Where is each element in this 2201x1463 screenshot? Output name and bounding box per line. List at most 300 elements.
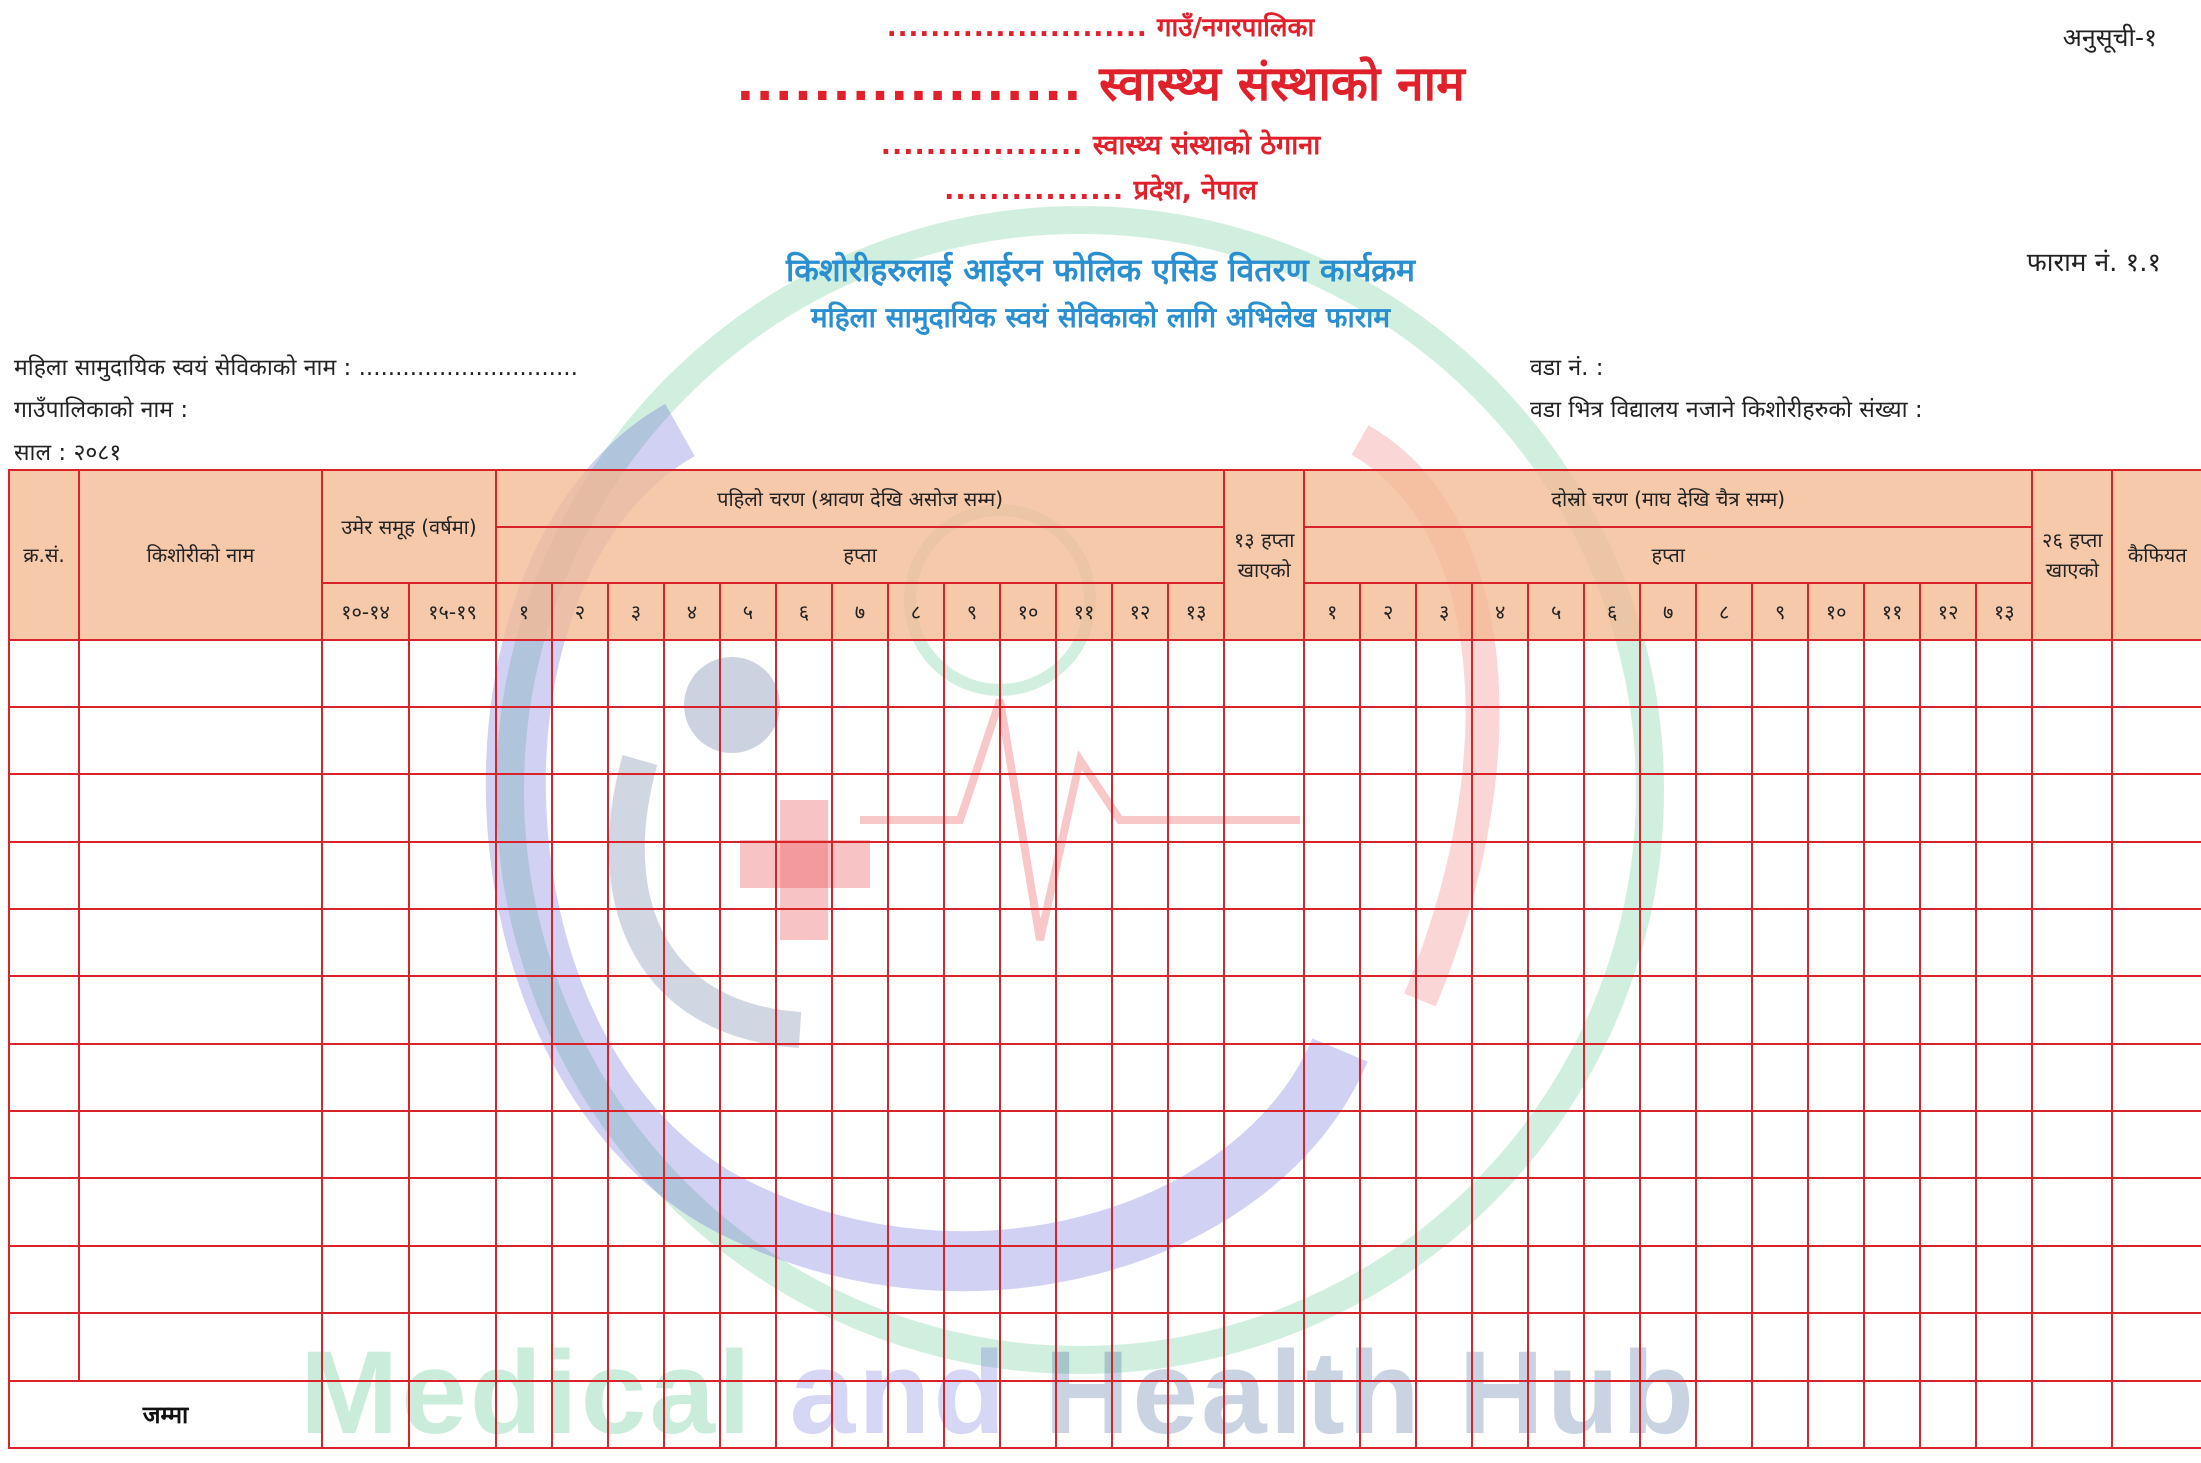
table-cell[interactable]: [944, 842, 1000, 909]
table-cell[interactable]: [832, 1111, 888, 1178]
table-cell[interactable]: [720, 707, 776, 774]
table-cell[interactable]: [409, 640, 496, 707]
table-cell[interactable]: [1864, 774, 1920, 841]
table-cell[interactable]: [1976, 640, 2032, 707]
table-cell[interactable]: [2112, 842, 2201, 909]
table-cell[interactable]: [1360, 707, 1416, 774]
table-cell[interactable]: [1640, 774, 1696, 841]
table-cell[interactable]: [1304, 1246, 1360, 1313]
total-cell[interactable]: [1168, 1381, 1224, 1448]
table-cell[interactable]: [1808, 640, 1864, 707]
table-cell[interactable]: [608, 842, 664, 909]
table-cell[interactable]: [1584, 707, 1640, 774]
table-cell[interactable]: [1696, 1111, 1752, 1178]
table-cell[interactable]: [1584, 1111, 1640, 1178]
table-cell[interactable]: [1112, 1313, 1168, 1380]
table-cell[interactable]: [1976, 707, 2032, 774]
table-cell[interactable]: [1056, 774, 1112, 841]
table-cell[interactable]: [776, 1313, 832, 1380]
table-cell[interactable]: [944, 1178, 1000, 1245]
total-cell[interactable]: [1056, 1381, 1112, 1448]
table-cell[interactable]: [2112, 1313, 2201, 1380]
table-cell[interactable]: [1976, 774, 2032, 841]
table-cell[interactable]: [1472, 842, 1528, 909]
table-cell[interactable]: [1920, 707, 1976, 774]
total-cell[interactable]: [1416, 1381, 1472, 1448]
table-cell[interactable]: [1000, 1111, 1056, 1178]
table-cell[interactable]: [1976, 1313, 2032, 1380]
table-cell[interactable]: [2032, 909, 2112, 976]
table-cell[interactable]: [944, 1246, 1000, 1313]
table-cell[interactable]: [1696, 707, 1752, 774]
table-cell[interactable]: [1752, 1111, 1808, 1178]
table-cell[interactable]: [1000, 1178, 1056, 1245]
total-cell[interactable]: [496, 1381, 552, 1448]
table-cell[interactable]: [944, 909, 1000, 976]
table-cell[interactable]: [1472, 774, 1528, 841]
table-cell[interactable]: [1000, 707, 1056, 774]
table-cell[interactable]: [552, 640, 608, 707]
table-cell[interactable]: [1752, 909, 1808, 976]
table-cell[interactable]: [1976, 1246, 2032, 1313]
table-cell[interactable]: [944, 976, 1000, 1043]
table-cell[interactable]: [1920, 1111, 1976, 1178]
table-cell[interactable]: [888, 976, 944, 1043]
table-cell[interactable]: [1416, 1313, 1472, 1380]
table-cell[interactable]: [1304, 707, 1360, 774]
table-cell[interactable]: [2032, 774, 2112, 841]
table-cell[interactable]: [1864, 1178, 1920, 1245]
table-cell[interactable]: [608, 1313, 664, 1380]
table-cell[interactable]: [1224, 1313, 1304, 1380]
table-cell[interactable]: [1696, 774, 1752, 841]
table-cell[interactable]: [888, 1111, 944, 1178]
table-cell[interactable]: [608, 774, 664, 841]
total-cell[interactable]: [1752, 1381, 1808, 1448]
table-cell[interactable]: [1864, 842, 1920, 909]
table-cell[interactable]: [1752, 976, 1808, 1043]
table-cell[interactable]: [496, 774, 552, 841]
total-cell[interactable]: [608, 1381, 664, 1448]
table-cell[interactable]: [1056, 707, 1112, 774]
table-cell[interactable]: [608, 707, 664, 774]
table-cell[interactable]: [1920, 774, 1976, 841]
total-cell[interactable]: [1584, 1381, 1640, 1448]
table-cell[interactable]: [888, 842, 944, 909]
table-cell[interactable]: [1696, 640, 1752, 707]
table-cell[interactable]: [888, 640, 944, 707]
table-cell[interactable]: [1976, 842, 2032, 909]
table-cell[interactable]: [2112, 976, 2201, 1043]
table-cell[interactable]: [2112, 1111, 2201, 1178]
table-cell[interactable]: [832, 707, 888, 774]
table-cell[interactable]: [1472, 909, 1528, 976]
table-cell[interactable]: [409, 1044, 496, 1111]
table-cell[interactable]: [832, 976, 888, 1043]
table-cell[interactable]: [1584, 1044, 1640, 1111]
table-cell[interactable]: [832, 1178, 888, 1245]
table-cell[interactable]: [664, 842, 720, 909]
ward-number-field[interactable]: वडा नं. :: [1530, 355, 1604, 381]
table-cell[interactable]: [944, 1111, 1000, 1178]
table-cell[interactable]: [1752, 1246, 1808, 1313]
table-cell[interactable]: [664, 1178, 720, 1245]
table-cell[interactable]: [1168, 842, 1224, 909]
table-cell[interactable]: [9, 707, 79, 774]
table-cell[interactable]: [1808, 707, 1864, 774]
table-cell[interactable]: [1056, 1178, 1112, 1245]
table-cell[interactable]: [1304, 640, 1360, 707]
table-cell[interactable]: [1112, 640, 1168, 707]
table-cell[interactable]: [1640, 1313, 1696, 1380]
table-cell[interactable]: [1640, 1111, 1696, 1178]
table-cell[interactable]: [552, 774, 608, 841]
table-cell[interactable]: [1416, 842, 1472, 909]
table-cell[interactable]: [720, 1246, 776, 1313]
table-cell[interactable]: [1528, 1111, 1584, 1178]
table-cell[interactable]: [1752, 640, 1808, 707]
table-cell[interactable]: [79, 842, 322, 909]
table-cell[interactable]: [888, 707, 944, 774]
table-cell[interactable]: [1528, 640, 1584, 707]
table-cell[interactable]: [1640, 909, 1696, 976]
table-cell[interactable]: [1224, 1178, 1304, 1245]
table-cell[interactable]: [664, 640, 720, 707]
total-cell[interactable]: [1640, 1381, 1696, 1448]
table-cell[interactable]: [1168, 1313, 1224, 1380]
total-cell[interactable]: [944, 1381, 1000, 1448]
table-cell[interactable]: [1584, 774, 1640, 841]
table-cell[interactable]: [832, 1246, 888, 1313]
table-cell[interactable]: [1056, 976, 1112, 1043]
table-cell[interactable]: [409, 1178, 496, 1245]
table-cell[interactable]: [1360, 640, 1416, 707]
table-cell[interactable]: [1696, 976, 1752, 1043]
table-cell[interactable]: [79, 774, 322, 841]
table-cell[interactable]: [1472, 1246, 1528, 1313]
table-cell[interactable]: [9, 1111, 79, 1178]
table-cell[interactable]: [608, 1044, 664, 1111]
table-cell[interactable]: [1864, 1246, 1920, 1313]
table-cell[interactable]: [409, 909, 496, 976]
table-cell[interactable]: [2112, 1178, 2201, 1245]
table-cell[interactable]: [776, 640, 832, 707]
table-cell[interactable]: [322, 1178, 409, 1245]
table-cell[interactable]: [1416, 1111, 1472, 1178]
table-cell[interactable]: [664, 976, 720, 1043]
table-cell[interactable]: [552, 1313, 608, 1380]
table-cell[interactable]: [409, 842, 496, 909]
table-cell[interactable]: [1416, 976, 1472, 1043]
table-cell[interactable]: [1864, 976, 1920, 1043]
table-cell[interactable]: [1360, 909, 1416, 976]
total-cell[interactable]: [1696, 1381, 1752, 1448]
table-cell[interactable]: [1416, 774, 1472, 841]
table-cell[interactable]: [79, 1111, 322, 1178]
total-cell[interactable]: [2112, 1381, 2201, 1448]
table-cell[interactable]: [1304, 909, 1360, 976]
table-cell[interactable]: [79, 707, 322, 774]
table-cell[interactable]: [1920, 1246, 1976, 1313]
table-cell[interactable]: [720, 774, 776, 841]
table-cell[interactable]: [1696, 1246, 1752, 1313]
table-cell[interactable]: [496, 842, 552, 909]
table-cell[interactable]: [1752, 1313, 1808, 1380]
table-cell[interactable]: [888, 774, 944, 841]
table-cell[interactable]: [322, 1313, 409, 1380]
table-cell[interactable]: [496, 1313, 552, 1380]
table-cell[interactable]: [1640, 707, 1696, 774]
table-cell[interactable]: [1168, 1178, 1224, 1245]
table-cell[interactable]: [1640, 1178, 1696, 1245]
table-cell[interactable]: [944, 640, 1000, 707]
table-cell[interactable]: [1976, 909, 2032, 976]
year-field[interactable]: साल : २०८१: [14, 440, 122, 466]
table-cell[interactable]: [1472, 976, 1528, 1043]
total-cell[interactable]: [1000, 1381, 1056, 1448]
table-cell[interactable]: [2112, 640, 2201, 707]
table-cell[interactable]: [1584, 842, 1640, 909]
table-cell[interactable]: [1112, 707, 1168, 774]
table-cell[interactable]: [1584, 1246, 1640, 1313]
table-cell[interactable]: [1752, 842, 1808, 909]
table-cell[interactable]: [552, 707, 608, 774]
table-cell[interactable]: [9, 1246, 79, 1313]
table-cell[interactable]: [409, 1111, 496, 1178]
table-cell[interactable]: [322, 909, 409, 976]
total-cell[interactable]: [1472, 1381, 1528, 1448]
table-cell[interactable]: [1224, 1246, 1304, 1313]
table-cell[interactable]: [1528, 1313, 1584, 1380]
table-cell[interactable]: [1640, 1044, 1696, 1111]
table-cell[interactable]: [2032, 1111, 2112, 1178]
table-cell[interactable]: [1168, 976, 1224, 1043]
table-cell[interactable]: [776, 976, 832, 1043]
volunteer-name-field[interactable]: महिला सामुदायिक स्वयं सेविकाको नाम : ..............................: [14, 355, 578, 381]
table-cell[interactable]: [1920, 842, 1976, 909]
table-cell[interactable]: [9, 976, 79, 1043]
table-cell[interactable]: [1000, 774, 1056, 841]
table-cell[interactable]: [1864, 707, 1920, 774]
table-cell[interactable]: [1864, 909, 1920, 976]
table-cell[interactable]: [888, 1246, 944, 1313]
table-cell[interactable]: [832, 909, 888, 976]
table-cell[interactable]: [1224, 640, 1304, 707]
table-cell[interactable]: [1168, 640, 1224, 707]
table-cell[interactable]: [9, 1313, 79, 1380]
table-cell[interactable]: [1528, 774, 1584, 841]
table-cell[interactable]: [1056, 842, 1112, 909]
table-cell[interactable]: [496, 976, 552, 1043]
table-cell[interactable]: [79, 1044, 322, 1111]
table-cell[interactable]: [1112, 1044, 1168, 1111]
table-cell[interactable]: [720, 842, 776, 909]
table-cell[interactable]: [79, 1313, 322, 1380]
table-cell[interactable]: [608, 976, 664, 1043]
table-cell[interactable]: [664, 774, 720, 841]
table-cell[interactable]: [322, 842, 409, 909]
table-cell[interactable]: [1224, 707, 1304, 774]
table-cell[interactable]: [1752, 1044, 1808, 1111]
table-cell[interactable]: [1472, 1178, 1528, 1245]
table-cell[interactable]: [322, 1111, 409, 1178]
table-cell[interactable]: [776, 1246, 832, 1313]
table-cell[interactable]: [1976, 976, 2032, 1043]
table-cell[interactable]: [1224, 1111, 1304, 1178]
table-cell[interactable]: [1000, 842, 1056, 909]
table-cell[interactable]: [1584, 976, 1640, 1043]
table-cell[interactable]: [832, 1313, 888, 1380]
table-cell[interactable]: [1224, 1044, 1304, 1111]
table-cell[interactable]: [1976, 1111, 2032, 1178]
total-cell[interactable]: [552, 1381, 608, 1448]
table-cell[interactable]: [1112, 774, 1168, 841]
table-cell[interactable]: [1000, 976, 1056, 1043]
table-cell[interactable]: [1640, 1246, 1696, 1313]
table-cell[interactable]: [409, 1246, 496, 1313]
table-cell[interactable]: [409, 1313, 496, 1380]
total-cell[interactable]: [664, 1381, 720, 1448]
table-cell[interactable]: [496, 1178, 552, 1245]
total-cell[interactable]: [1112, 1381, 1168, 1448]
total-cell[interactable]: [1304, 1381, 1360, 1448]
rural-municipality-field[interactable]: गाउँपालिकाको नाम :: [14, 397, 189, 423]
table-cell[interactable]: [322, 1246, 409, 1313]
table-cell[interactable]: [2112, 1044, 2201, 1111]
table-cell[interactable]: [1056, 909, 1112, 976]
table-cell[interactable]: [1640, 640, 1696, 707]
table-cell[interactable]: [944, 707, 1000, 774]
table-cell[interactable]: [9, 842, 79, 909]
table-cell[interactable]: [1360, 976, 1416, 1043]
table-cell[interactable]: [409, 774, 496, 841]
table-cell[interactable]: [832, 774, 888, 841]
total-cell[interactable]: [409, 1381, 496, 1448]
total-cell[interactable]: [1920, 1381, 1976, 1448]
table-cell[interactable]: [1112, 909, 1168, 976]
table-cell[interactable]: [1112, 976, 1168, 1043]
table-cell[interactable]: [1112, 1246, 1168, 1313]
table-cell[interactable]: [608, 1178, 664, 1245]
table-cell[interactable]: [1000, 1246, 1056, 1313]
table-cell[interactable]: [79, 640, 322, 707]
table-cell[interactable]: [1808, 1246, 1864, 1313]
table-cell[interactable]: [1472, 707, 1528, 774]
table-cell[interactable]: [1640, 842, 1696, 909]
table-cell[interactable]: [1920, 640, 1976, 707]
table-cell[interactable]: [664, 1313, 720, 1380]
table-cell[interactable]: [1000, 1313, 1056, 1380]
table-cell[interactable]: [1304, 1111, 1360, 1178]
table-cell[interactable]: [1864, 1313, 1920, 1380]
table-cell[interactable]: [1472, 1313, 1528, 1380]
table-cell[interactable]: [1304, 1044, 1360, 1111]
table-cell[interactable]: [1304, 1313, 1360, 1380]
table-cell[interactable]: [9, 909, 79, 976]
table-cell[interactable]: [2112, 774, 2201, 841]
table-cell[interactable]: [1056, 1111, 1112, 1178]
table-cell[interactable]: [944, 1044, 1000, 1111]
table-cell[interactable]: [1696, 1178, 1752, 1245]
table-cell[interactable]: [888, 909, 944, 976]
table-cell[interactable]: [1920, 976, 1976, 1043]
table-cell[interactable]: [1808, 909, 1864, 976]
table-cell[interactable]: [1360, 1313, 1416, 1380]
table-cell[interactable]: [79, 909, 322, 976]
total-cell[interactable]: [1808, 1381, 1864, 1448]
table-cell[interactable]: [1584, 1313, 1640, 1380]
table-cell[interactable]: [2032, 842, 2112, 909]
table-cell[interactable]: [608, 1111, 664, 1178]
table-cell[interactable]: [552, 1178, 608, 1245]
table-cell[interactable]: [1112, 1111, 1168, 1178]
table-cell[interactable]: [1416, 1246, 1472, 1313]
table-cell[interactable]: [776, 1111, 832, 1178]
total-cell[interactable]: [720, 1381, 776, 1448]
table-cell[interactable]: [1416, 640, 1472, 707]
total-cell[interactable]: [1360, 1381, 1416, 1448]
table-cell[interactable]: [1360, 1044, 1416, 1111]
table-cell[interactable]: [1808, 1313, 1864, 1380]
table-cell[interactable]: [608, 1246, 664, 1313]
table-cell[interactable]: [1640, 976, 1696, 1043]
table-cell[interactable]: [1472, 1111, 1528, 1178]
table-cell[interactable]: [496, 707, 552, 774]
table-cell[interactable]: [1360, 1111, 1416, 1178]
table-cell[interactable]: [2032, 707, 2112, 774]
table-cell[interactable]: [1528, 842, 1584, 909]
total-cell[interactable]: [888, 1381, 944, 1448]
table-cell[interactable]: [1920, 1044, 1976, 1111]
total-cell[interactable]: [2032, 1381, 2112, 1448]
table-cell[interactable]: [2112, 909, 2201, 976]
table-cell[interactable]: [9, 774, 79, 841]
total-cell[interactable]: [1864, 1381, 1920, 1448]
table-cell[interactable]: [2032, 976, 2112, 1043]
table-cell[interactable]: [79, 1178, 322, 1245]
table-cell[interactable]: [1752, 1178, 1808, 1245]
table-cell[interactable]: [552, 1044, 608, 1111]
table-cell[interactable]: [1168, 909, 1224, 976]
table-cell[interactable]: [2112, 707, 2201, 774]
table-cell[interactable]: [1808, 976, 1864, 1043]
table-cell[interactable]: [552, 909, 608, 976]
table-cell[interactable]: [1584, 909, 1640, 976]
table-cell[interactable]: [1360, 1178, 1416, 1245]
table-cell[interactable]: [776, 707, 832, 774]
out-of-school-count-field[interactable]: वडा भित्र विद्यालय नजाने किशोरीहरुको संख्या :: [1530, 397, 1923, 423]
table-cell[interactable]: [496, 1246, 552, 1313]
table-cell[interactable]: [664, 1246, 720, 1313]
table-cell[interactable]: [496, 1111, 552, 1178]
table-cell[interactable]: [322, 1044, 409, 1111]
table-cell[interactable]: [322, 640, 409, 707]
table-cell[interactable]: [496, 640, 552, 707]
table-cell[interactable]: [2032, 640, 2112, 707]
total-cell[interactable]: [776, 1381, 832, 1448]
table-cell[interactable]: [720, 1313, 776, 1380]
table-cell[interactable]: [1056, 640, 1112, 707]
table-cell[interactable]: [2032, 1044, 2112, 1111]
table-cell[interactable]: [322, 707, 409, 774]
table-cell[interactable]: [1416, 909, 1472, 976]
table-cell[interactable]: [1696, 842, 1752, 909]
table-cell[interactable]: [888, 1044, 944, 1111]
table-cell[interactable]: [888, 1178, 944, 1245]
table-cell[interactable]: [608, 909, 664, 976]
table-cell[interactable]: [1224, 909, 1304, 976]
table-cell[interactable]: [79, 1246, 322, 1313]
